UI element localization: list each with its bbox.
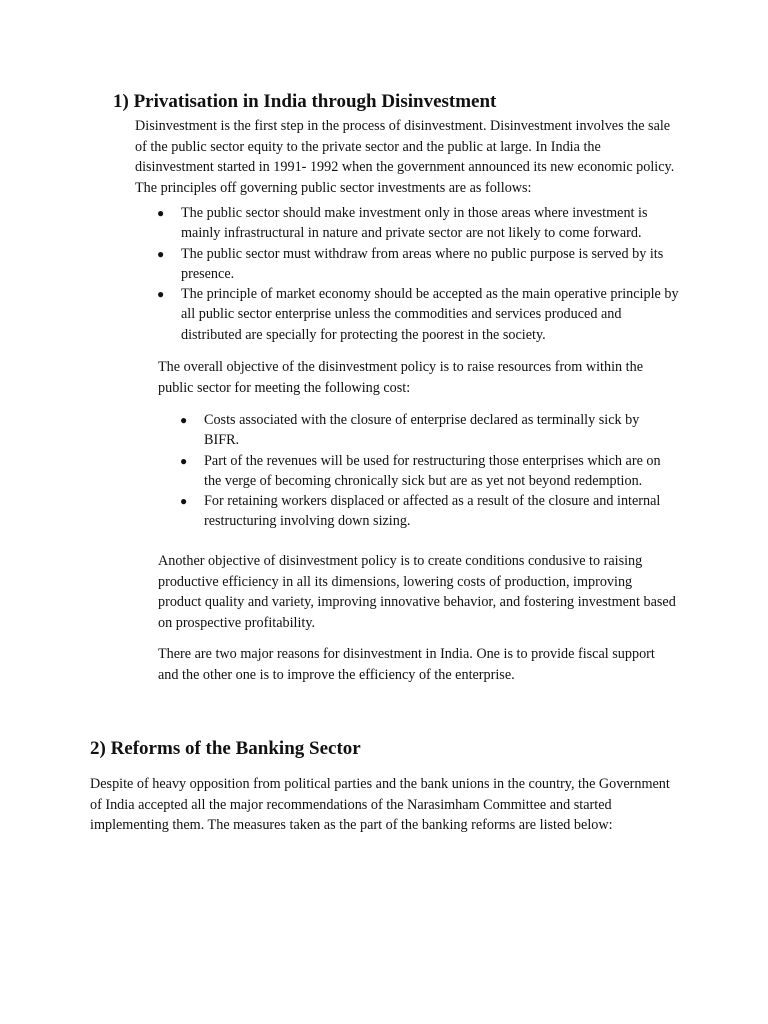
list-item-text: The public sector must withdraw from areas where no public purpose is served by its presence. <box>181 245 664 282</box>
list-item <box>180 410 674 451</box>
list-item-text: Costs associated with the closure of enterprise declared as terminally sick by BIFR. <box>204 412 640 449</box>
list-item <box>157 203 681 244</box>
list-item-text: The principle of market economy should be accepted as the main operative principle by all public sector enterprise unless the commodities and services produced and distributed are specially for protecting the poorest in the society. <box>181 286 679 343</box>
list-item-text: For retaining workers displaced or affected as a result of the closure and internal restructuring involving down sizing. <box>204 493 661 530</box>
bullet-icon: ● <box>180 494 188 509</box>
list-item <box>157 244 681 285</box>
list-item <box>157 284 681 345</box>
another-objective-paragraph: Another objective of disinvestment policy is to create conditions condusive to raising productive efficiency in all its dimensions, lowering costs of production, improving product quality and variety, improving innovative behavior, and fostering investment based on prospective profitability. <box>158 553 676 631</box>
section-1-heading: 1) Privatisation in India through Disinvestment <box>113 91 497 112</box>
bullet-icon: ● <box>157 246 165 261</box>
section-2-intro-paragraph: Despite of heavy opposition from political parties and the bank unions in the country, the Government of India accepted all the major recommendations of the Narasimham Committee and started implementing them. The measures taken as the part of the banking reforms are listed below: <box>90 776 670 834</box>
list-item <box>180 491 674 532</box>
bullet-icon: ● <box>157 287 165 302</box>
costs-list <box>180 410 674 532</box>
list-item-text: Part of the revenues will be used for restructuring those enterprises which are on the verge of becoming chronically sick but are as yet not beyond redemption. <box>204 452 661 489</box>
principles-list <box>157 203 681 345</box>
bullet-icon: ● <box>157 206 165 220</box>
section-1-intro-paragraph: Disinvestment is the first step in the process of disinvestment. Disinvestment involves the sale of the public sector equity to the private sector and the public at large. In India the disinvestment started in 1991- 1992 when the government announced its new economic policy. The principles off governing public sector investments are as follows: <box>135 118 675 196</box>
list-item <box>180 451 674 492</box>
reasons-paragraph: There are two major reasons for disinvestment in India. One is to provide fiscal support and the other one is to improve the efficiency of the enterprise. <box>158 646 655 683</box>
section-2-heading: 2) Reforms of the Banking Sector <box>90 738 361 759</box>
objective-paragraph: The overall objective of the disinvestment policy is to raise resources from within the public sector for meeting the following cost: <box>158 359 644 396</box>
bullet-icon: ● <box>180 413 188 427</box>
bullet-icon: ● <box>180 453 188 468</box>
list-item-text: The public sector should make investment only in those areas where investment is mainly infrastructural in nature and private sector are not likely to come forward. <box>181 205 648 242</box>
